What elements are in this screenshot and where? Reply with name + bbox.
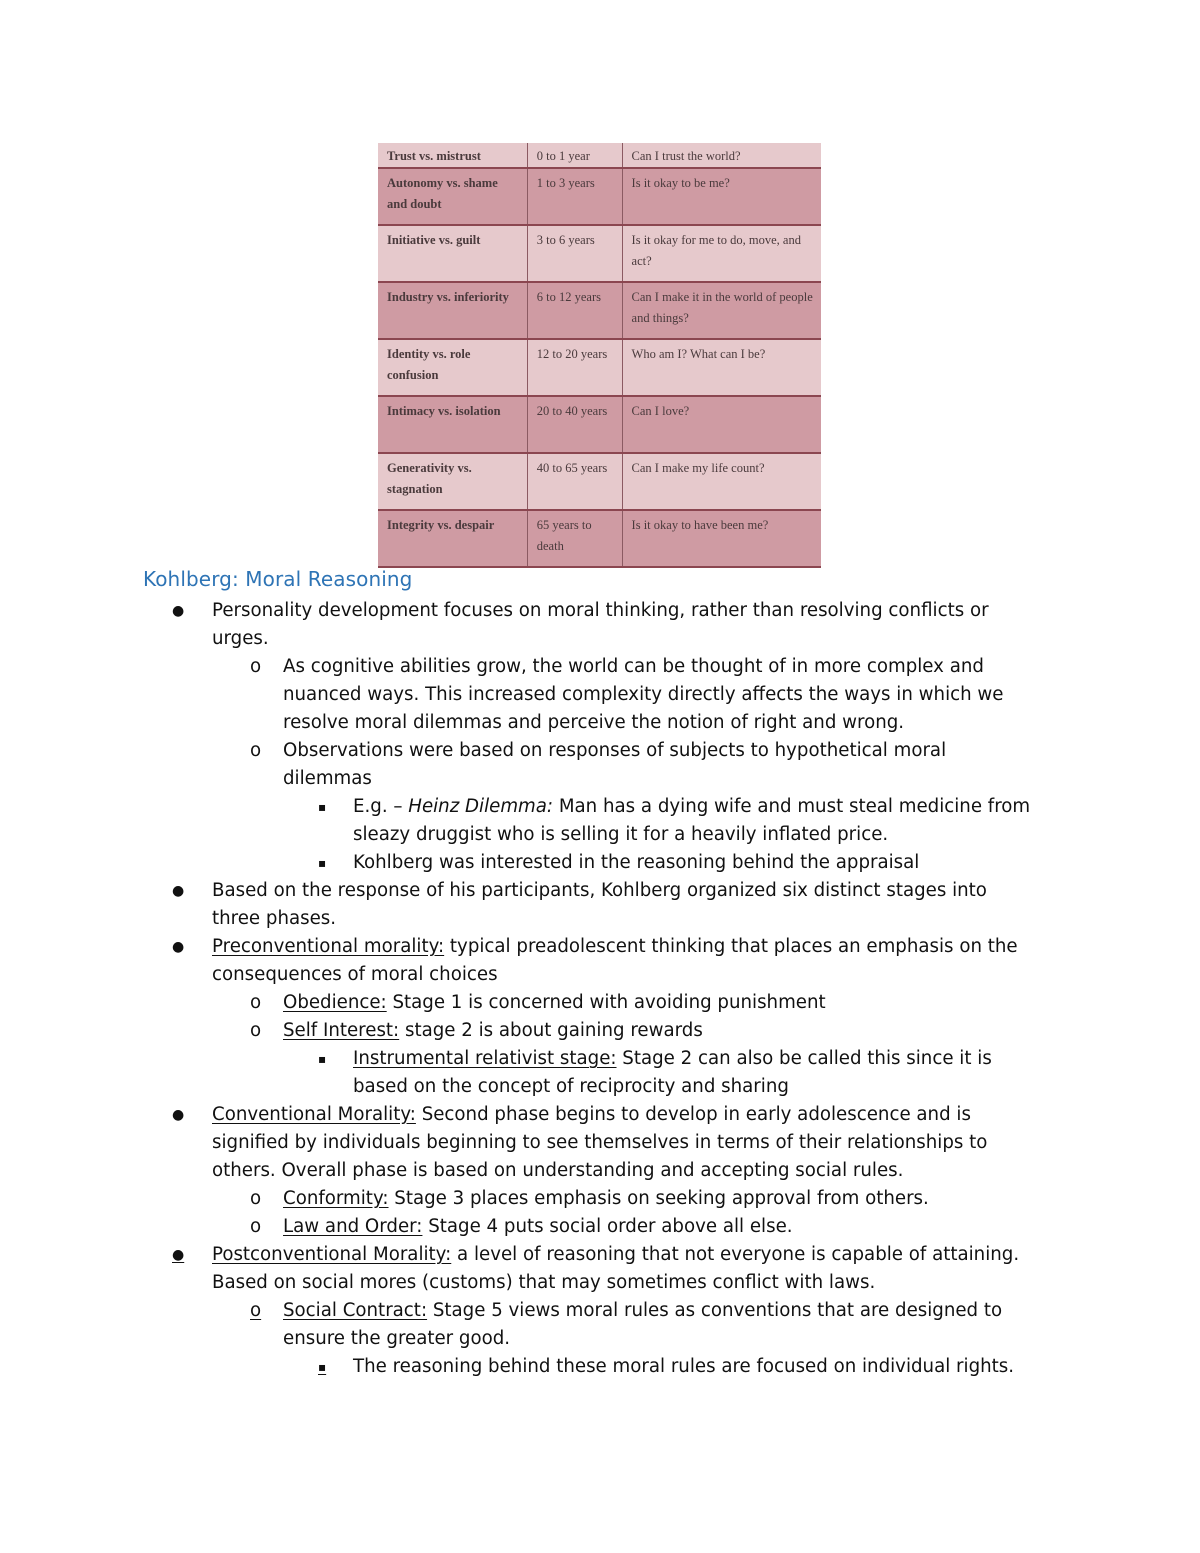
term: Preconventional morality: bbox=[212, 936, 445, 957]
stage-cell: Intimacy vs. isolation bbox=[378, 396, 527, 453]
stage-cell: Identity vs. role confusion bbox=[378, 339, 527, 396]
list-item bbox=[0, 849, 1200, 877]
note-text: Based on social mores (customs) that may sometimes conflict with laws. bbox=[212, 1272, 876, 1293]
note-text: consequences of moral choices bbox=[212, 964, 498, 985]
age-cell: 3 to 6 years bbox=[527, 225, 622, 282]
list-item-continued bbox=[0, 1157, 1200, 1185]
note-text: As cognitive abilities grow, the world can be thought of in more complex and bbox=[283, 656, 984, 677]
note-text: The reasoning behind these moral rules are focused on individual rights. bbox=[353, 1356, 1015, 1377]
dilemma-name: Heinz Dilemma: bbox=[408, 796, 554, 817]
stage-cell: Industry vs. inferiority bbox=[378, 282, 527, 339]
note-text: sleazy druggist who is selling it for a heavily inflated price. bbox=[353, 824, 889, 845]
table-row bbox=[378, 396, 821, 453]
question-cell: Is it okay to be me? bbox=[631, 176, 730, 190]
stage-cell: Initiative vs. guilt bbox=[378, 225, 527, 282]
circle-bullet-icon: o bbox=[250, 1020, 262, 1041]
note-text: others. Overall phase is based on understanding and accepting social rules. bbox=[212, 1160, 904, 1181]
erikson-stages-table bbox=[378, 143, 821, 568]
note-text: signified by individuals beginning to see themselves in terms of their relationships to bbox=[212, 1132, 988, 1153]
circle-bullet-icon: o bbox=[250, 740, 262, 761]
circle-bullet-icon: o bbox=[250, 1188, 262, 1209]
list-item bbox=[0, 1017, 1200, 1045]
note-text: Stage 1 is concerned with avoiding punishment bbox=[386, 992, 826, 1013]
note-text: Second phase begins to develop in early adolescence and is bbox=[415, 1104, 971, 1125]
list-item bbox=[0, 1241, 1200, 1269]
list-item bbox=[0, 989, 1200, 1017]
list-item-continued bbox=[0, 1269, 1200, 1297]
bullet-icon: ● bbox=[172, 939, 185, 955]
question-cell: Can I love? bbox=[631, 404, 690, 418]
question-cell: Can I make it in the world of people and things? bbox=[631, 290, 813, 325]
term: Conformity: bbox=[283, 1188, 389, 1209]
stage-cell: Integrity vs. despair bbox=[378, 510, 527, 567]
list-item bbox=[0, 1045, 1200, 1073]
note-text: three phases. bbox=[212, 908, 337, 929]
stage-cell: Generativity vs. stagnation bbox=[378, 453, 527, 510]
list-item bbox=[0, 1185, 1200, 1213]
question-cell: Is it okay for me to do, move, and act? bbox=[631, 233, 801, 268]
note-text: Stage 2 can also be called this since it is bbox=[616, 1048, 992, 1069]
question-cell: Is it okay to have been me? bbox=[631, 518, 769, 532]
note-text: Observations were based on responses of subjects to hypothetical moral bbox=[283, 740, 947, 761]
bullet-icon: ● bbox=[172, 883, 185, 899]
table-row bbox=[378, 453, 821, 510]
note-text: Stage 4 puts social order above all else. bbox=[422, 1216, 793, 1237]
square-bullet-icon: ▪ bbox=[318, 856, 327, 870]
list-item-continued bbox=[0, 1129, 1200, 1157]
question-cell: Who am I? What can I be? bbox=[631, 347, 766, 361]
list-item-continued bbox=[0, 709, 1200, 737]
term: Obedience: bbox=[283, 992, 387, 1013]
list-item bbox=[0, 1353, 1200, 1381]
age-cell: 12 to 20 years bbox=[527, 339, 622, 396]
list-item-continued bbox=[0, 905, 1200, 933]
age-cell: 6 to 12 years bbox=[527, 282, 622, 339]
list-item bbox=[0, 933, 1200, 961]
list-item bbox=[0, 597, 1200, 625]
age-cell: 65 years to death bbox=[527, 510, 622, 567]
list-item-continued bbox=[0, 1325, 1200, 1353]
term: Postconventional Morality: bbox=[212, 1244, 452, 1265]
note-text: ensure the greater good. bbox=[283, 1328, 511, 1349]
note-text: stage 2 is about gaining rewards bbox=[399, 1020, 703, 1041]
note-text: Stage 3 places emphasis on seeking approval from others. bbox=[388, 1188, 929, 1209]
list-item bbox=[0, 1213, 1200, 1241]
square-bullet-icon: ▪ bbox=[318, 1360, 327, 1374]
term: Instrumental relativist stage: bbox=[353, 1048, 617, 1069]
bullet-icon: ● bbox=[172, 603, 185, 619]
term: Conventional Morality: bbox=[212, 1104, 416, 1125]
question-cell: Can I trust the world? bbox=[631, 149, 741, 163]
stage-cell: Trust vs. mistrust bbox=[378, 143, 527, 168]
question-cell: Can I make my life count? bbox=[631, 461, 765, 475]
list-item-continued bbox=[0, 625, 1200, 653]
note-text: Stage 5 views moral rules as conventions that are designed to bbox=[427, 1300, 1003, 1321]
list-item-continued bbox=[0, 961, 1200, 989]
note-text: Man has a dying wife and must steal medicine from bbox=[553, 796, 1031, 817]
list-item-continued bbox=[0, 1073, 1200, 1101]
term: Social Contract: bbox=[283, 1300, 428, 1321]
note-text: resolve moral dilemmas and perceive the notion of right and wrong. bbox=[283, 712, 905, 733]
note-text: Personality development focuses on moral thinking, rather than resolving conflicts or bbox=[212, 600, 989, 621]
bullet-icon: ● bbox=[172, 1247, 185, 1263]
table-row bbox=[378, 339, 821, 396]
list-item bbox=[0, 1101, 1200, 1129]
list-item bbox=[0, 737, 1200, 765]
table-row bbox=[378, 225, 821, 282]
note-text: nuanced ways. This increased complexity directly affects the ways in which we bbox=[283, 684, 1004, 705]
list-item-continued bbox=[0, 765, 1200, 793]
circle-bullet-icon: o bbox=[250, 1216, 262, 1237]
table-row bbox=[378, 168, 821, 225]
age-cell: 0 to 1 year bbox=[527, 143, 622, 168]
note-text: E.g. – bbox=[353, 796, 409, 817]
list-item bbox=[0, 793, 1200, 821]
notes-list bbox=[0, 597, 1200, 1381]
note-text: urges. bbox=[212, 628, 269, 649]
list-item-continued bbox=[0, 821, 1200, 849]
term: Self Interest: bbox=[283, 1020, 400, 1041]
stage-cell: Autonomy vs. shame and doubt bbox=[378, 168, 527, 225]
list-item bbox=[0, 653, 1200, 681]
note-text: typical preadolescent thinking that places an emphasis on the bbox=[444, 936, 1018, 957]
table-row bbox=[378, 510, 821, 567]
bullet-icon: ● bbox=[172, 1107, 185, 1123]
note-text: Kohlberg was interested in the reasoning behind the appraisal bbox=[353, 852, 920, 873]
term: Law and Order: bbox=[283, 1216, 423, 1237]
table-row bbox=[378, 143, 821, 168]
age-cell: 1 to 3 years bbox=[527, 168, 622, 225]
circle-bullet-icon: o bbox=[250, 1300, 262, 1321]
note-text: dilemmas bbox=[283, 768, 372, 789]
list-item bbox=[0, 877, 1200, 905]
list-item-continued bbox=[0, 681, 1200, 709]
age-cell: 20 to 40 years bbox=[527, 396, 622, 453]
note-text: a level of reasoning that not everyone is capable of attaining. bbox=[451, 1244, 1020, 1265]
circle-bullet-icon: o bbox=[250, 992, 262, 1013]
list-item bbox=[0, 1297, 1200, 1325]
table-row bbox=[378, 282, 821, 339]
note-text: Based on the response of his participants, Kohlberg organized six distinct stages into bbox=[212, 880, 987, 901]
note-text: based on the concept of reciprocity and sharing bbox=[353, 1076, 789, 1097]
square-bullet-icon: ▪ bbox=[318, 800, 327, 814]
square-bullet-icon: ▪ bbox=[318, 1052, 327, 1066]
circle-bullet-icon: o bbox=[250, 656, 262, 677]
age-cell: 40 to 65 years bbox=[527, 453, 622, 510]
section-heading: Kohlberg: Moral Reasoning bbox=[143, 567, 413, 591]
